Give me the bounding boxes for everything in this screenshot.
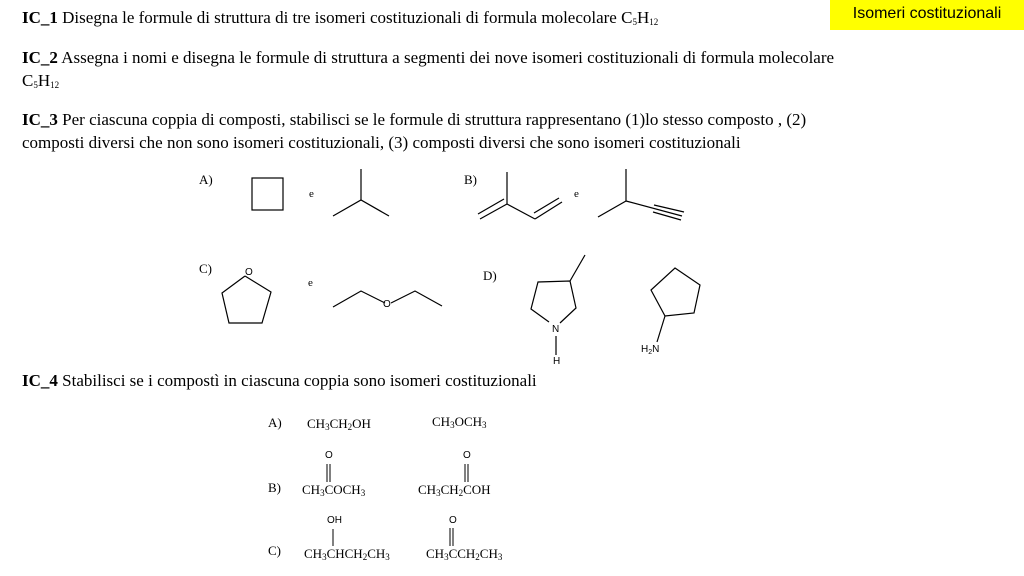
ic4-b2-oxygen: O	[463, 450, 471, 461]
pyrrolidine-hydrogen: H	[553, 356, 561, 367]
ic3-label-c: C)	[199, 261, 212, 276]
ic2-c: C	[22, 71, 34, 90]
ic3-label-b: B)	[464, 172, 477, 187]
ic4-c1-hydroxyl: OH	[327, 515, 342, 526]
ic1-text: Disegna le formule di struttura di tre isomeri costituzionali di formula molecolare C	[62, 8, 633, 27]
ic1-h: H	[636, 8, 650, 27]
ic3-line1: Per ciascuna coppia di composti, stabilisci se le formule di struttura rappresentano (1)lo stesso composto , (2)	[62, 110, 807, 129]
ic4-label-a: A)	[268, 415, 282, 430]
ic2-c-sub: 5	[33, 80, 38, 90]
ic4-number: IC_4	[22, 371, 58, 390]
ic3-label-a: A)	[199, 172, 213, 187]
ic3-number: IC_3	[22, 110, 58, 129]
ic3-e-a: e	[309, 188, 314, 200]
ic4-c2-oxygen: O	[449, 515, 457, 526]
ic3-e-b: e	[574, 188, 579, 200]
ic1-h-sub: 12	[649, 17, 659, 27]
thf-oxygen: O	[245, 267, 253, 278]
topic-badge: Isomeri costituzionali	[830, 0, 1024, 30]
dimethyl-ether-formula: $CH_3OCH_3$	[432, 414, 487, 430]
propanoic-acid-formula: $CH_3CH_2COH$	[418, 482, 491, 498]
ic2-h-sub: 12	[50, 80, 60, 90]
butanol-formula: $CH_3CHCH_2CH_3$	[304, 546, 390, 562]
ic2-number: IC_2	[22, 48, 58, 67]
ic3-e-c: e	[308, 277, 313, 289]
ic4-label-c: C)	[268, 543, 281, 558]
ether-oxygen: O	[383, 299, 391, 310]
butanone-formula: $CH_3CCH_2CH_3$	[426, 546, 503, 562]
amine-group: $H_2N$	[641, 344, 660, 356]
ic4-label-b: B)	[268, 480, 281, 495]
ic1-number: IC_1	[22, 8, 58, 27]
pyrrolidine-nitrogen: N	[552, 324, 560, 335]
ic3-label-d: D)	[483, 268, 497, 283]
ic4-text: Stabilisci se i compostì in ciascuna coppia sono isomeri costituzionali	[62, 371, 537, 390]
ic2-text: Assegna i nomi e disegna le formule di struttura a segmenti dei nove isomeri costituzionali di formula molecolare	[61, 48, 835, 67]
methyl-acetate-formula: $CH_3COCH_3$	[302, 482, 366, 498]
ic3-line2: composti diversi che non sono isomeri costituzionali, (3) composti diversi che sono isomeri costituzionali	[22, 133, 741, 152]
ic4-b1-oxygen: O	[325, 450, 333, 461]
ic1-c-sub: 5	[632, 17, 637, 27]
ic2-h: H	[37, 71, 51, 90]
ethanol-formula: $CH_3CH_2OH$	[307, 416, 371, 432]
